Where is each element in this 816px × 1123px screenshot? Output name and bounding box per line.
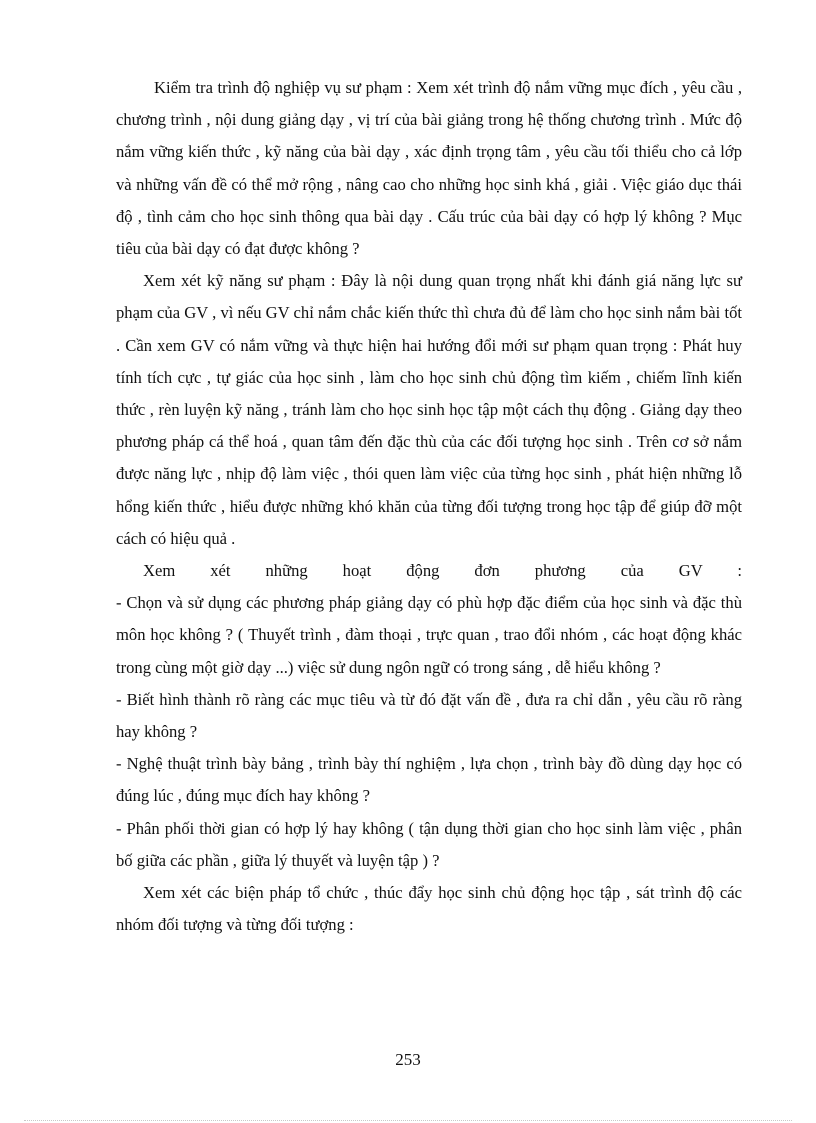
paragraph-pedagogical-skills: Xem xét kỹ năng sư phạm : Đây là nội dung quan trọng nhất khi đánh giá năng lực sư phạm của GV , vì nếu GV chỉ nắm chắc kiến thức thì chưa đủ để làm cho học sinh nắm bài tốt . Cần xem GV có nắm vững và thực hiện hai hướng đổi mới sư phạm quan trọng : Phát huy tính tích cực , tự giác của học sinh , làm cho học sinh chủ động tìm kiếm , chiếm lĩnh kiến thức , rèn luyện kỹ năng , tránh làm cho học sinh học tập một cách thụ động . Giảng dạy theo phương pháp cá thể hoá , quan tâm đến đặc thù của các đối tượng học sinh . Trên cơ sở nắm được năng lực , nhịp độ làm việc , thói quen làm việc của từng học sinh , phát hiện những lỗ hổng kiến thức , hiểu được những khó khăn của từng đối tượng trong học tập để giúp đỡ một cách có hiệu quả . xyxy=(116,271,742,548)
list-item-time-allocation: - Phân phối thời gian có hợp lý hay không ( tận dụng thời gian cho học sinh làm việc , phân bố giữa các phần , giữa lý thuyết và luyện tập ) ? xyxy=(116,818,742,870)
page-bottom-divider xyxy=(24,1120,792,1121)
page-number: 253 xyxy=(395,1050,421,1069)
list-item-methods: - Chọn và sử dụng các phương pháp giảng dạy có phù hợp đặc điểm của học sinh và đặc thù môn học không ? ( Thuyết trình , đàm thoại , trực quan , trao đổi nhóm , các hoạt động khác trong cùng một giờ dạy ...) việc sử dung ngôn ngữ có trong sáng , dễ hiểu không ? xyxy=(116,593,742,677)
list-item-presentation: - Nghệ thuật trình bày bảng , trình bày thí nghiệm , lựa chọn , trình bày đồ dùng dạy học có đúng lúc , đúng mục đích hay không ? xyxy=(116,754,742,806)
page-body xyxy=(116,72,742,941)
paragraph-teacher-activities-heading: Xem xét những hoạt động đơn phương của GV : xyxy=(143,561,742,581)
list-item-objectives: - Biết hình thành rõ ràng các mục tiêu và từ đó đặt vấn đề , đưa ra chỉ dẫn , yêu cầu rõ ràng hay không ? xyxy=(116,689,742,742)
paragraph-organization-measures: Xem xét các biện pháp tổ chức , thúc đẩy học sinh chủ động học tập , sát trình độ các nhóm đối tượng và từng đối tượng : xyxy=(116,883,742,935)
paragraph-teaching-skill-check: Kiểm tra trình độ nghiệp vụ sư phạm : Xem xét trình độ nắm vững mục đích , yêu cầu , chương trình , nội dung giảng dạy , vị trí của bài giảng trong hệ thống chương trình . Mức độ nắm vững kiến thức , kỹ năng của bài dạy , xác định trọng tâm , yêu cầu tối thiểu cho cả lớp và những vấn đề có thể mở rộng , nâng cao cho những học sinh khá , giải . Việc giáo dục thái độ , tình cảm cho học sinh thông qua bài dạy . Cấu trúc của bài dạy có hợp lý không ? Mục tiêu của bài dạy có đạt được không ? xyxy=(116,78,742,259)
